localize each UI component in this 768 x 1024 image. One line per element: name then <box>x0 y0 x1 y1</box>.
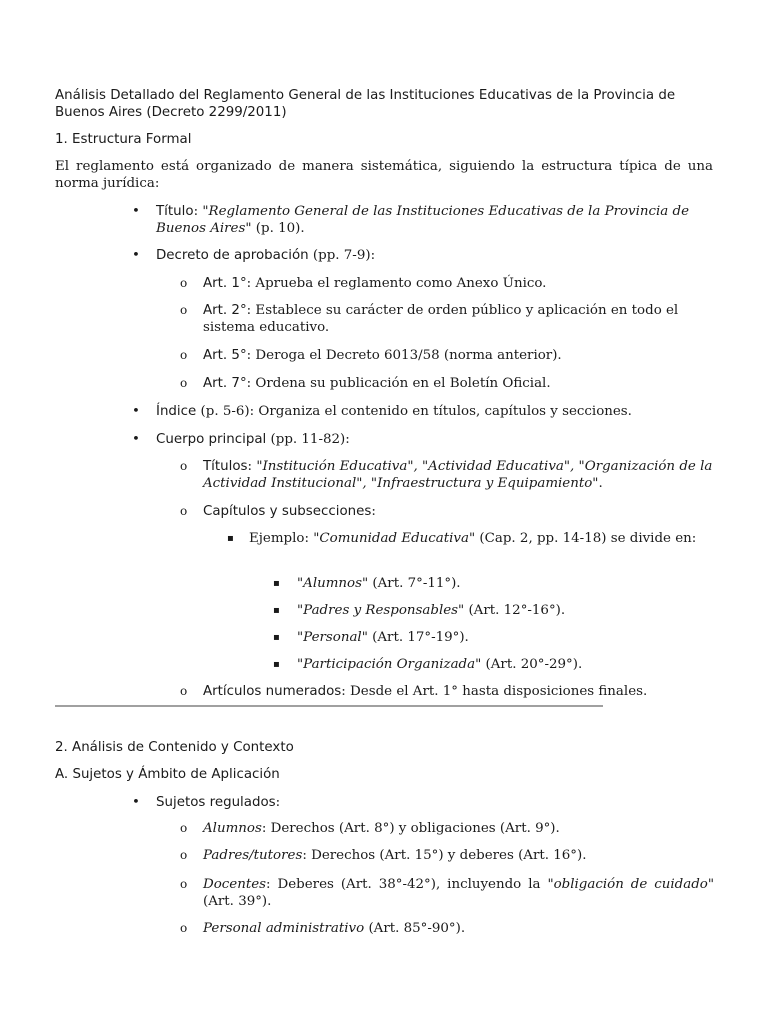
list-item-titulo: Título: "Reglamento General de las Instituciones Educativas de la Provincia de Buenos Aires" (p. 10). <box>156 204 690 236</box>
section-divider <box>55 705 603 707</box>
sub-item-alumnos: "Alumnos" (Art. 7°-11°). <box>297 576 461 591</box>
subsection-a-heading: A. Sujetos y Ámbito de Aplicación <box>55 767 280 782</box>
list-item-capitulos: Capítulos y subsecciones: <box>203 504 376 519</box>
sub-item-participacion: "Participación Organizada" (Art. 20°-29°). <box>297 657 583 672</box>
sub-item-personal: "Personal" (Art. 17°-19°). <box>297 630 469 645</box>
bullet-icon: • <box>132 432 140 447</box>
document-title: Análisis Detallado del Reglamento General de las Instituciones Educativas de la Provincia de Buenos Aires (Decreto 2299/2011) <box>55 88 676 120</box>
article-item-1: Art. 1°: Aprueba el reglamento como Anexo Único. <box>203 276 547 291</box>
square-bullet-icon: ▪ <box>273 659 280 670</box>
sujeto-padres: Padres/tutores: Derechos (Art. 15°) y deberes (Art. 16°). <box>203 848 587 863</box>
circle-bullet-icon: o <box>180 504 188 518</box>
list-item-titulos: Títulos: "Institución Educativa", "Actividad Educativa", "Organización de la Actividad Institucional", "Infraestructura y Equipamiento". <box>203 459 713 491</box>
circle-bullet-icon: o <box>180 684 188 698</box>
bullet-icon: • <box>132 795 140 810</box>
list-item-sujetos: Sujetos regulados: <box>156 795 281 810</box>
list-item-decreto: Decreto de aprobación (pp. 7-9): <box>156 248 376 263</box>
circle-bullet-icon: o <box>180 276 188 290</box>
list-item-ejemplo: Ejemplo: "Comunidad Educativa" (Cap. 2, pp. 14-18) se divide en: <box>249 531 697 546</box>
section-1-heading: 1. Estructura Formal <box>55 132 192 147</box>
sujeto-alumnos: Alumnos: Derechos (Art. 8°) y obligaciones (Art. 9°). <box>203 821 560 836</box>
sujeto-personal: Personal administrativo (Art. 85°-90°). <box>203 921 466 936</box>
section-1-intro: El reglamento está organizado de manera sistemática, siguiendo la estructura típica de una norma jurídica: <box>55 159 713 191</box>
circle-bullet-icon: o <box>180 376 188 390</box>
circle-bullet-icon: o <box>180 921 188 935</box>
bullet-icon: • <box>132 204 140 219</box>
circle-bullet-icon: o <box>180 821 188 835</box>
sujeto-docentes: Docentes: Deberes (Art. 38°-42°), incluyendo la "obligación de cuidado" (Art. 39°). <box>203 877 715 909</box>
circle-bullet-icon: o <box>180 303 188 317</box>
circle-bullet-icon: o <box>180 459 188 473</box>
label-titulo: Título <box>156 204 194 219</box>
article-item-7: Art. 7°: Ordena su publicación en el Boletín Oficial. <box>203 376 551 391</box>
label-decreto: Decreto de aprobación <box>156 248 309 263</box>
square-bullet-icon: ▪ <box>273 578 280 589</box>
article-item-5: Art. 5°: Deroga el Decreto 6013/58 (norma anterior). <box>203 348 562 363</box>
square-bullet-icon: ▪ <box>227 533 234 544</box>
bullet-icon: • <box>132 404 140 419</box>
list-item-indice: Índice (p. 5-6): Organiza el contenido en títulos, capítulos y secciones. <box>156 404 632 419</box>
list-item-articulos: Artículos numerados: Desde el Art. 1° hasta disposiciones finales. <box>203 684 648 699</box>
section-2-heading: 2. Análisis de Contenido y Contexto <box>55 740 294 755</box>
square-bullet-icon: ▪ <box>273 632 280 643</box>
article-item-2: Art. 2°: Establece su carácter de orden público y aplicación en todo el sistema educativo. <box>203 303 679 335</box>
sub-item-padres: "Padres y Responsables" (Art. 12°-16°). <box>297 603 566 618</box>
circle-bullet-icon: o <box>180 877 188 891</box>
square-bullet-icon: ▪ <box>273 605 280 616</box>
circle-bullet-icon: o <box>180 348 188 362</box>
list-item-cuerpo: Cuerpo principal (pp. 11-82): <box>156 432 350 447</box>
bullet-icon: • <box>132 248 140 263</box>
circle-bullet-icon: o <box>180 848 188 862</box>
